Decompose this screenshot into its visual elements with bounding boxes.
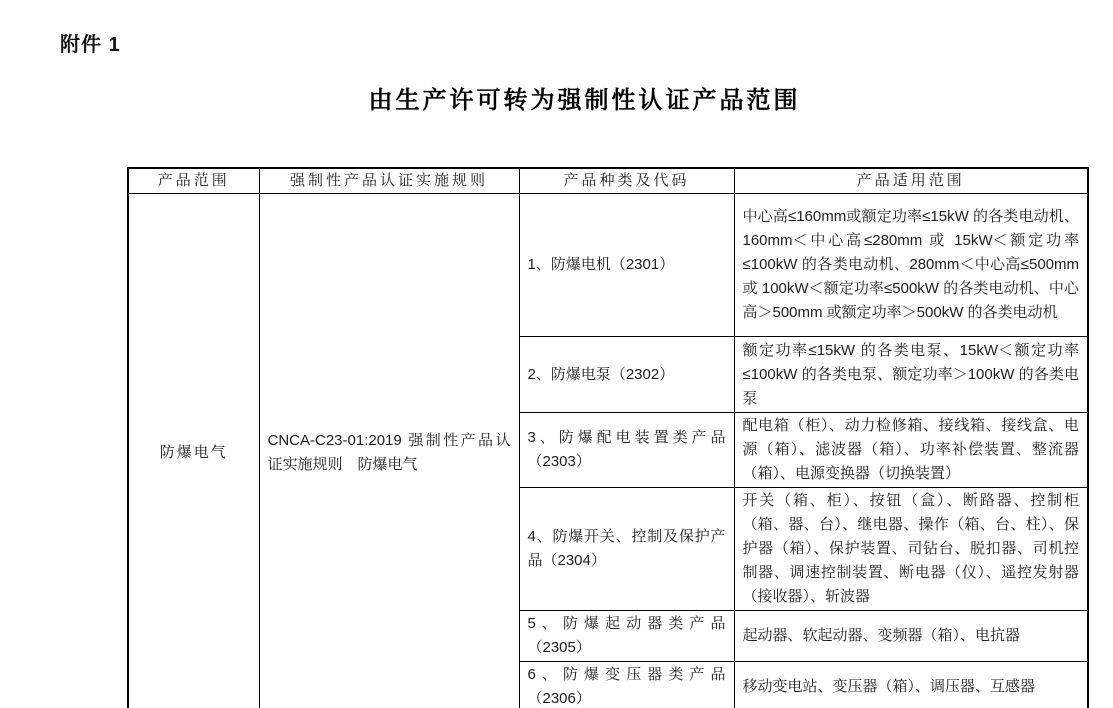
implementation-rule-cell: CNCA-C23-01:2019 强制性产品认证实施规则 防爆电气: [259, 194, 519, 708]
applicable-range-cell: 额定功率≤15kW 的各类电泵、15kW＜额定功率≤100kW 的各类电泵、额定功率＞100kW 的各类电泵: [734, 337, 1088, 413]
column-header-implementation-rule: 强制性产品认证实施规则: [259, 168, 519, 194]
product-type-cell: 6、防爆变压器类产品（2306）: [519, 662, 734, 708]
applicable-range-cell: 开关（箱、柜）、按钮（盒）、断路器、控制柜（箱、器、台）、继电器、操作（箱、台、柱）、保护器（箱）、保护装置、司钻台、脱扣器、司机控制器、调速控制装置、断电器（仪）、遥控发射器（接收器）、斩波器: [734, 488, 1088, 611]
product-type-cell: 5、防爆起动器类产品（2305）: [519, 611, 734, 662]
page-title: 由生产许可转为强制性认证产品范围: [368, 87, 801, 114]
applicable-range-cell: 移动变电站、变压器（箱）、调压器、互感器: [734, 662, 1088, 708]
products-table: [127, 167, 1089, 708]
table-row: [128, 194, 1088, 337]
product-type-cell: 3、防爆配电装置类产品（2303）: [519, 413, 734, 488]
applicable-range-cell: 配电箱（柜）、动力检修箱、接线箱、接线盒、电源（箱）、滤波器（箱）、功率补偿装置、整流器（箱）、电源变换器（切换装置）: [734, 413, 1088, 488]
applicable-range-cell: 起动器、软起动器、变频器（箱）、电抗器: [734, 611, 1088, 662]
product-type-cell: 1、防爆电机（2301）: [519, 194, 734, 337]
column-header-product-scope: 产品范围: [128, 168, 259, 194]
column-header-product-type-code: 产品种类及代码: [519, 168, 734, 194]
product-scope-cell: 防爆电气: [128, 194, 259, 708]
product-type-cell: 2、防爆电泵（2302）: [519, 337, 734, 413]
applicable-range-cell: 中心高≤160mm或额定功率≤15kW 的各类电动机、160mm＜中心高≤280mm 或 15kW＜额定功率≤100kW 的各类电动机、280mm＜中心高≤500mm 或 100kW＜额定功率≤500kW 的各类电动机、中心高＞500mm 或额定功率＞500kW 的各类电动机: [734, 194, 1088, 337]
product-type-cell: 4、防爆开关、控制及保护产品（2304）: [519, 488, 734, 611]
column-header-applicable-range: 产品适用范围: [734, 168, 1088, 194]
table-header-row: [128, 168, 1088, 194]
attachment-label: 附件 1: [60, 34, 121, 56]
